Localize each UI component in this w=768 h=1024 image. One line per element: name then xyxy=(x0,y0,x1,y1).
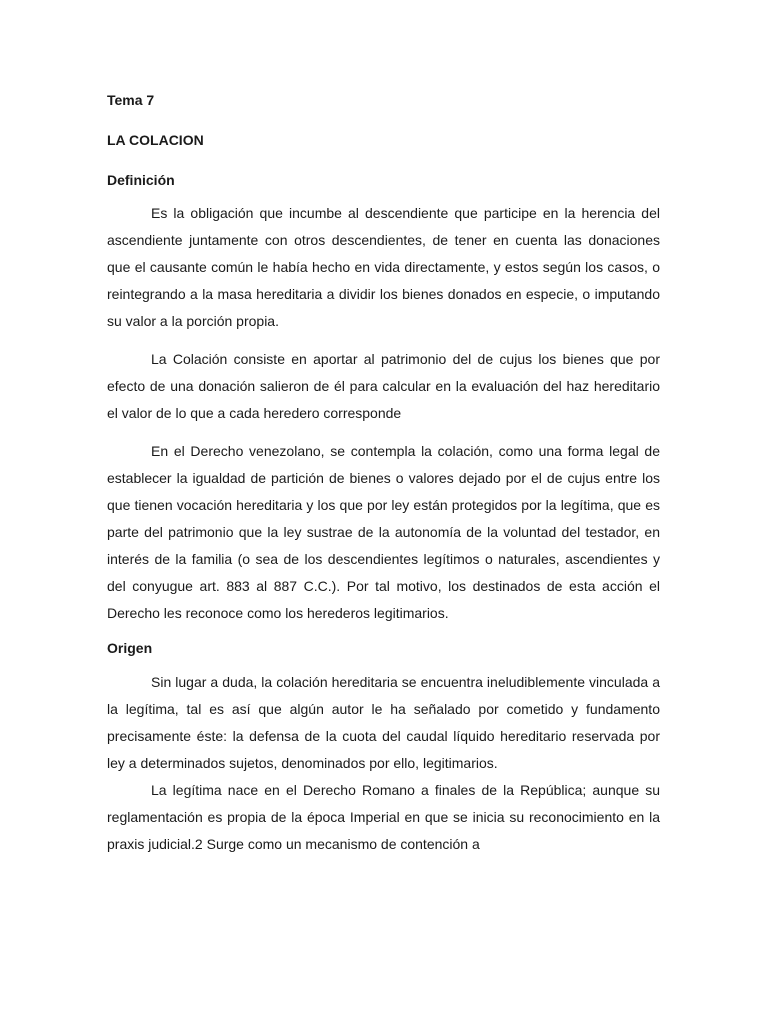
paragraph-definicion-3: En el Derecho venezolano, se contempla la colación, como una forma legal de establecer la igualdad de partición de bienes o valores dejado por el de cujus entre los que tienen vocación hereditaria y los que por ley están protegidos por la legítima, que es parte del patrimonio que la ley sustrae de la autonomía de la voluntad del testador, en interés de la familia (o sea de los descendientes legítimos o naturales, ascendientes y del conyugue art. 883 al 887 C.C.). Por tal motivo, los destinados de esta acción el Derecho les reconoce como los herederos legitimarios. xyxy=(107,443,660,621)
paragraph-origen-2: La legítima nace en el Derecho Romano a finales de la República; aunque su reglamentación es propia de la época Imperial en que se inicia su reconocimiento en la praxis judicial.2 Surge como un mecanismo de contención a xyxy=(107,782,660,852)
paragraph-definicion-1: Es la obligación que incumbe al descendiente que participe en la herencia del ascendiente juntamente con otros descendientes, de tener en cuenta las donaciones que el causante común le había hecho en vida directamente, y estos según los casos, o reintegrando a la masa hereditaria a dividir los bienes donados en especie, o imputando su valor a la porción propia. xyxy=(107,205,660,329)
topic-number: Tema 7 xyxy=(107,92,155,108)
paragraph-definicion-2: La Colación consiste en aportar al patrimonio del de cujus los bienes que por efecto de una donación salieron de él para calcular en la evaluación del haz hereditario el valor de lo que a cada heredero corresponde xyxy=(107,351,660,421)
document-title: LA COLACION xyxy=(107,132,204,148)
document-body xyxy=(107,90,660,858)
paragraph-origen-1: Sin lugar a duda, la colación hereditaria se encuentra ineludiblemente vinculada a la legítima, tal es así que algún autor le ha señalado por cometido y fundamento precisamente éste: la defensa de la cuota del caudal líquido hereditario reservada por ley a determinados sujetos, denominados por ello, legitimarios. xyxy=(107,674,660,771)
section-heading-definicion: Definición xyxy=(107,172,175,188)
section-heading-origen: Origen xyxy=(107,640,153,656)
